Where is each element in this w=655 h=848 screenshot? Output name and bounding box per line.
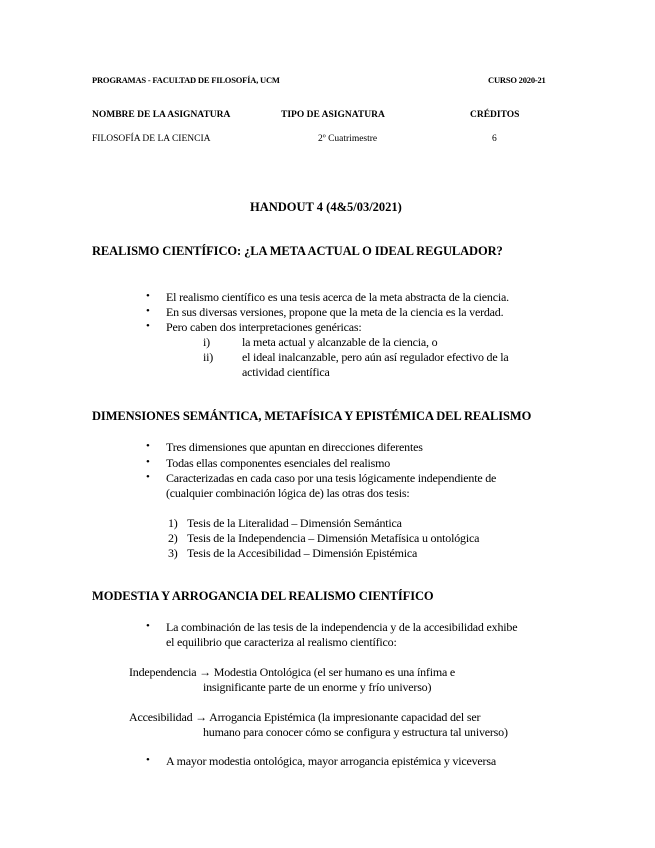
sub-item-1: la meta actual y alcanzable de la ciencia, o — [242, 335, 438, 349]
bullet-icon: • — [146, 456, 150, 468]
subject-name-value: FILOSOFÍA DE LA CIENCIA — [92, 134, 211, 144]
numbered-marker: 2) — [168, 531, 178, 545]
independence-line: Independencia → Modestia Ontológica (el ser humano es una ínfima e — [129, 665, 456, 679]
numbered-item-1: Tesis de la Literalidad – Dimensión Semántica — [187, 516, 402, 530]
bullet-icon: • — [146, 440, 150, 452]
subject-type-header: TIPO DE ASIGNATURA — [281, 110, 385, 120]
credits-value: 6 — [492, 134, 497, 144]
bullet-icon: • — [146, 620, 150, 632]
section1-bullet-1: El realismo científico es una tesis acerca de la meta abstracta de la ciencia. — [166, 290, 509, 304]
sub-marker: ii) — [203, 350, 214, 364]
handout-title: HANDOUT 4 (4&5/03/2021) — [250, 200, 402, 214]
section3-bullet-1: La combinación de las tesis de la independencia y de la accesibilidad exhibe — [166, 620, 518, 634]
numbered-marker: 1) — [168, 516, 178, 530]
header-course: CURSO 2020-21 — [488, 75, 546, 85]
subject-type-value: 2º Cuatrimestre — [318, 134, 378, 144]
sub-marker: i) — [203, 335, 210, 349]
section2-bullet-3-cont: (cualquier combinación lógica de) las otras dos tesis: — [166, 486, 410, 500]
subject-name-header: NOMBRE DE LA ASIGNATURA — [92, 110, 231, 120]
sub-item-2: el ideal inalcanzable, pero aún así regulador efectivo de la — [242, 350, 509, 364]
bullet-icon: • — [146, 305, 150, 317]
section1-bullet-2: En sus diversas versiones, propone que la meta de la ciencia es la verdad. — [166, 305, 504, 319]
bullet-icon: • — [146, 290, 150, 302]
section1-bullet-3: Pero caben dos interpretaciones genéricas: — [166, 320, 362, 334]
sub-item-2-cont: actividad científica — [242, 365, 330, 379]
bullet-icon: • — [146, 754, 150, 766]
section2-heading: DIMENSIONES SEMÁNTICA, METAFÍSICA Y EPISTÉMICA DEL REALISMO — [92, 409, 532, 423]
section3-bullet-2: A mayor modestia ontológica, mayor arrogancia epistémica y viceversa — [166, 754, 496, 768]
section2-bullet-1: Tres dimensiones que apuntan en direcciones diferentes — [166, 440, 423, 454]
section2-bullet-2: Todas ellas componentes esenciales del realismo — [166, 456, 391, 470]
section2-bullet-3: Caracterizadas en cada caso por una tesis lógicamente independiente de — [166, 471, 497, 485]
credits-header: CRÉDITOS — [470, 110, 520, 120]
accessibility-line-cont: humano para conocer cómo se configura y estructura tal universo) — [203, 725, 508, 739]
accessibility-line: Accesibilidad → Arrogancia Epistémica (la impresionante capacidad del ser — [129, 710, 481, 724]
bullet-icon: • — [146, 471, 150, 483]
section1-heading: REALISMO CIENTÍFICO: ¿LA META ACTUAL O IDEAL REGULADOR? — [92, 244, 503, 258]
numbered-item-3: Tesis de la Accesibilidad – Dimensión Epistémica — [187, 546, 418, 560]
independence-line-cont: insignificante parte de un enorme y frío universo) — [203, 680, 432, 694]
section3-bullet-1-cont: el equilibrio que caracteriza al realismo científico: — [166, 635, 397, 649]
bullet-icon: • — [146, 320, 150, 332]
numbered-item-2: Tesis de la Independencia – Dimensión Metafísica u ontológica — [187, 531, 480, 545]
numbered-marker: 3) — [168, 546, 178, 560]
header-program: PROGRAMAS - FACULTAD DE FILOSOFÍA, UCM — [92, 75, 280, 85]
section3-heading: MODESTIA Y ARROGANCIA DEL REALISMO CIENTÍFICO — [92, 589, 434, 603]
